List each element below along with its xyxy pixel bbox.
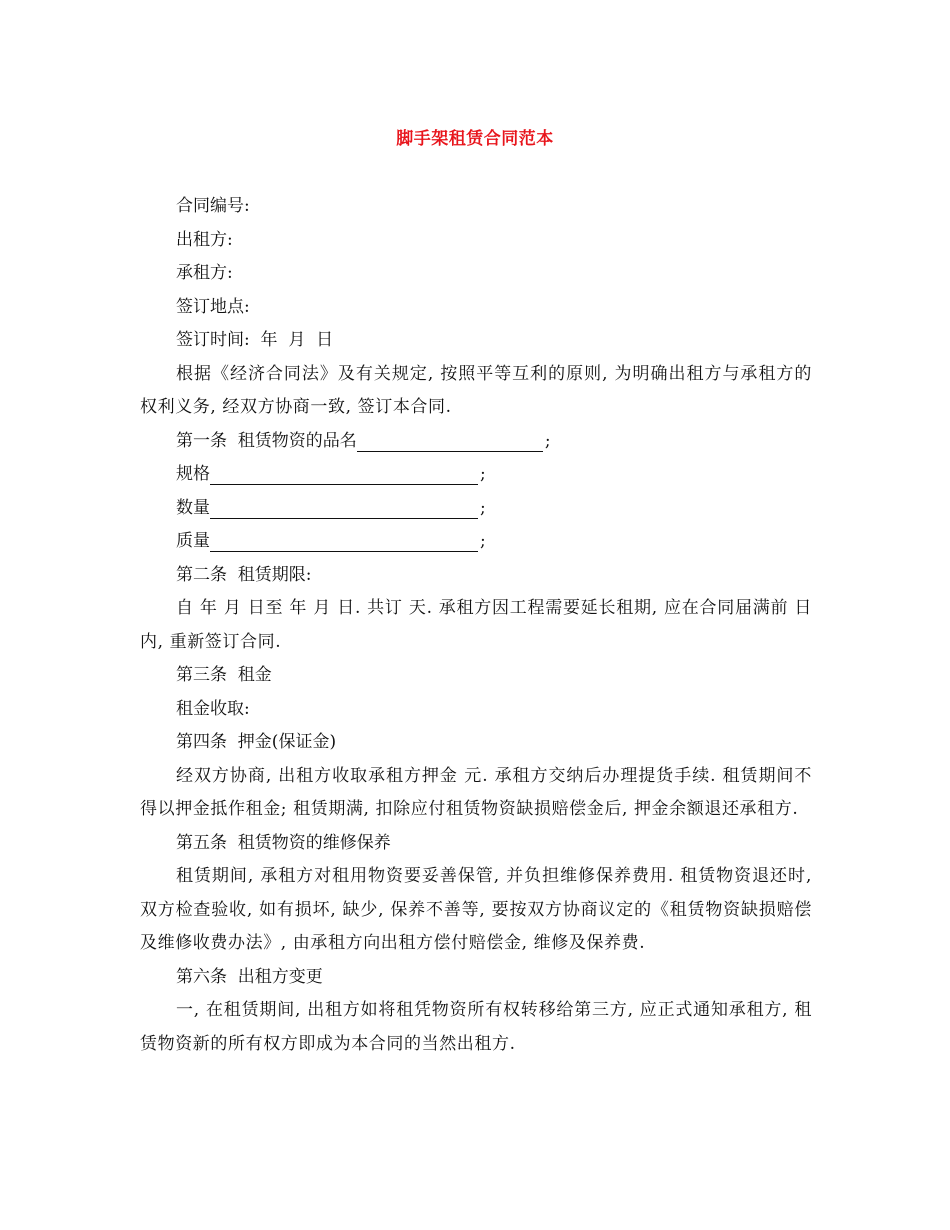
article1-end: ;: [544, 430, 551, 451]
quantity-blank: [210, 498, 478, 519]
article1-heading: 第一条 租赁物资的品名: [176, 430, 357, 451]
spec-label: 规格: [176, 464, 210, 484]
article2-heading: 第二条 租赁期限:: [176, 564, 312, 585]
article3-text: 租金收取:: [176, 698, 250, 719]
quantity-end: ;: [480, 497, 486, 518]
spec-blank: [210, 464, 478, 485]
quality-end: ;: [480, 531, 486, 551]
lessee-field: 承租方:: [176, 263, 233, 283]
spec-end: ;: [480, 464, 486, 484]
intro-paragraph: 根据《经济合同法》及有关规定, 按照平等互利的原则, 为明确出租方与承租方的权利义务, 经双方协商一致, 签订本合同.: [140, 363, 812, 417]
article6-heading: 第六条 出租方变更: [176, 966, 323, 987]
signing-date-field: 签订时间: 年 月 日: [176, 330, 334, 350]
article4-heading: 第四条 押金(保证金): [176, 732, 337, 752]
quantity-label: 数量: [176, 497, 210, 518]
article5-heading: 第五条 租赁物资的维修保养: [176, 832, 391, 853]
lessor-field: 出租方:: [176, 229, 233, 250]
article4-text: 经双方协商, 出租方收取承租方押金 元. 承租方交纳后办理提货手续. 租赁期间不得以押金抵作租金; 租赁期满, 扣除应付租赁物资缺损赔偿金后, 押金余额退还承租方.: [140, 765, 812, 819]
spec-line: [140, 458, 812, 492]
article1-heading-line: [140, 425, 812, 459]
product-name-blank: [357, 431, 543, 452]
quality-label: 质量: [176, 531, 210, 551]
article2-text: 自 年 月 日至 年 月 日. 共订 天. 承租方因工程需要延长租期, 应在合同届满前 日内, 重新签订合同.: [140, 598, 812, 652]
quality-blank: [210, 531, 478, 552]
document-title: 脚手架租赁合同范本: [396, 129, 554, 149]
article5-text: 租赁期间, 承租方对租用物资要妥善保管, 并负担维修保养费用. 租赁物资退还时, 双方检查验收, 如有损坏, 缺少, 保养不善等, 要按双方协商议定的《租赁物资缺损赔偿及维修收费办法》, 由承租方向出租方偿付赔偿金, 维修及保养费.: [140, 866, 812, 953]
quality-line: [140, 525, 812, 559]
contract-number-field: 合同编号:: [176, 196, 250, 216]
article6-text: 一, 在租赁期间, 出租方如将租凭物资所有权转移给第三方, 应正式通知承租方, 租赁物资新的所有权方即成为本合同的当然出租方.: [140, 1000, 812, 1054]
article3-heading: 第三条 租金: [176, 665, 272, 685]
signing-place-field: 签订地点:: [176, 296, 250, 317]
document-body: [140, 190, 812, 1061]
quantity-line: [140, 492, 812, 526]
